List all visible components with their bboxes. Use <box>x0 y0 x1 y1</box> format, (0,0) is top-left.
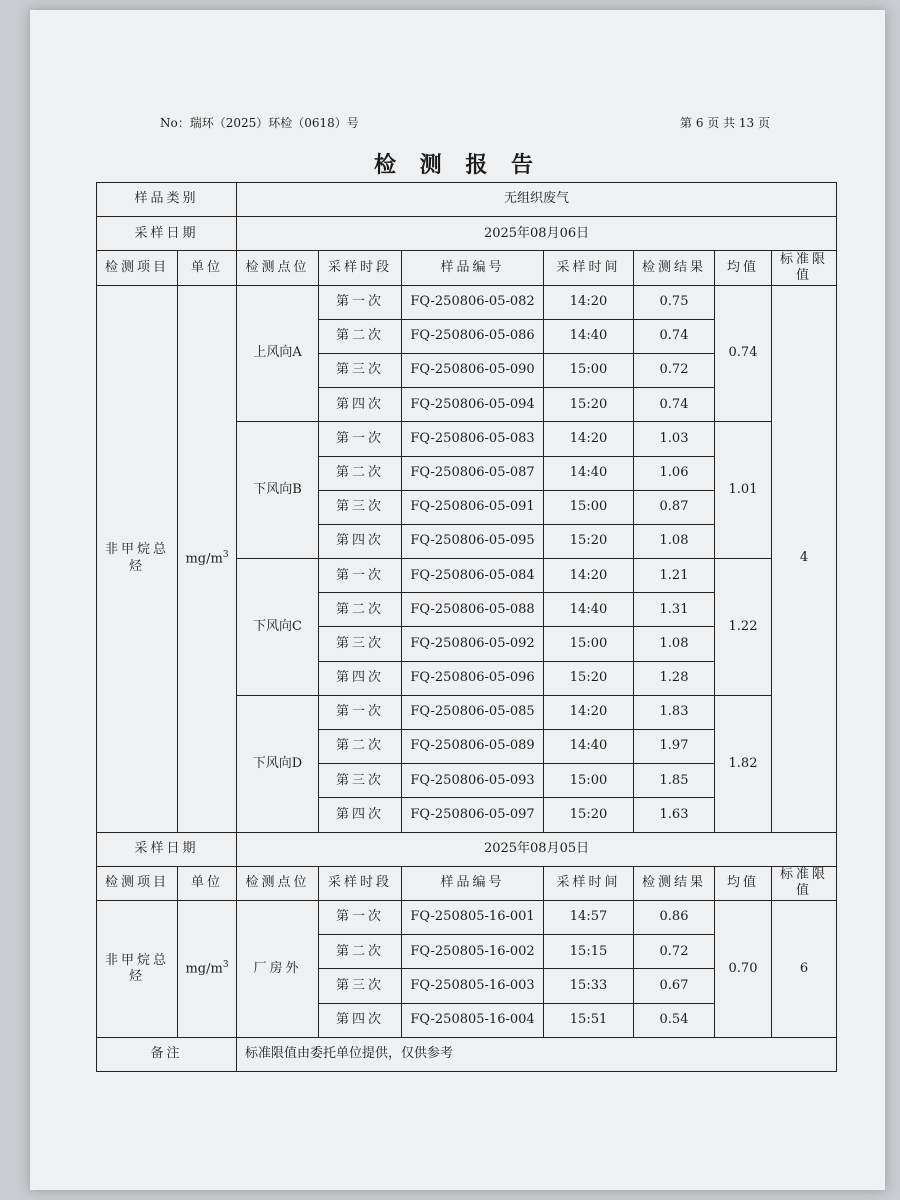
sampling-period: 第一次 <box>319 422 402 456</box>
sampling-period: 第三次 <box>319 353 402 387</box>
test-result: 1.97 <box>634 730 715 764</box>
column-header: 采样时间 <box>544 251 634 285</box>
test-result: 1.28 <box>634 661 715 695</box>
sampling-period: 第四次 <box>319 524 402 558</box>
sample-type-value: 无组织废气 <box>237 183 837 217</box>
sampling-time: 15:20 <box>544 798 634 832</box>
sample-code: FQ-250805-16-003 <box>402 969 544 1003</box>
note-text: 标准限值由委托单位提供，仅供参考 <box>237 1037 837 1071</box>
sample-code: FQ-250805-16-004 <box>402 1003 544 1037</box>
mean-value: 1.82 <box>715 695 772 832</box>
sampling-time: 14:57 <box>544 900 634 934</box>
test-result: 0.75 <box>634 285 715 319</box>
column-header: 样品编号 <box>402 866 544 900</box>
sampling-period: 第三次 <box>319 764 402 798</box>
sampling-period: 第四次 <box>319 661 402 695</box>
test-result: 0.74 <box>634 388 715 422</box>
sampling-point: 上风向A <box>237 285 319 422</box>
test-result: 1.21 <box>634 559 715 593</box>
column-header: 标准限值 <box>772 251 837 285</box>
sample-code: FQ-250806-05-092 <box>402 627 544 661</box>
test-result: 1.08 <box>634 524 715 558</box>
sampling-date-label: 采样日期 <box>97 217 237 251</box>
standard-limit: 4 <box>772 285 837 832</box>
sampling-period: 第三次 <box>319 627 402 661</box>
sampling-time: 14:20 <box>544 422 634 456</box>
sampling-period: 第一次 <box>319 559 402 593</box>
column-header: 采样时段 <box>319 251 402 285</box>
sampling-date-value: 2025年08月05日 <box>237 832 837 866</box>
column-header: 检测项目 <box>97 251 178 285</box>
sampling-period: 第二次 <box>319 593 402 627</box>
sample-code: FQ-250806-05-084 <box>402 559 544 593</box>
column-header: 检测结果 <box>634 251 715 285</box>
report-page <box>30 10 885 1190</box>
sampling-date-row <box>97 217 837 251</box>
test-item: 非甲烷总烃 <box>97 285 178 832</box>
sampling-time: 14:40 <box>544 319 634 353</box>
sampling-period: 第四次 <box>319 1003 402 1037</box>
column-header: 单位 <box>178 866 237 900</box>
test-result: 1.08 <box>634 627 715 661</box>
column-header: 检测结果 <box>634 866 715 900</box>
sampling-time: 15:00 <box>544 627 634 661</box>
sample-code: FQ-250806-05-086 <box>402 319 544 353</box>
report-header <box>160 114 770 131</box>
test-item: 非甲烷总烃 <box>97 900 178 1037</box>
sampling-period: 第二次 <box>319 319 402 353</box>
report-number: No：瑞环（2025）环检（0618）号 <box>160 116 359 130</box>
sampling-time: 14:40 <box>544 593 634 627</box>
sampling-time: 14:20 <box>544 285 634 319</box>
sampling-time: 15:20 <box>544 524 634 558</box>
page-indicator: 第 6 页 共 13 页 <box>680 116 770 130</box>
sample-code: FQ-250806-05-088 <box>402 593 544 627</box>
sampling-point: 厂房外 <box>237 900 319 1037</box>
sampling-period: 第一次 <box>319 900 402 934</box>
sampling-point: 下风向B <box>237 422 319 559</box>
table-row <box>97 900 837 934</box>
sampling-time: 14:20 <box>544 559 634 593</box>
sampling-time: 15:20 <box>544 661 634 695</box>
column-header: 均值 <box>715 251 772 285</box>
results-table <box>96 182 837 1072</box>
sample-code: FQ-250806-05-097 <box>402 798 544 832</box>
table-row <box>97 285 837 319</box>
sampling-period: 第一次 <box>319 695 402 729</box>
sampling-period: 第四次 <box>319 798 402 832</box>
sampling-period: 第三次 <box>319 490 402 524</box>
unit-superscript: 3 <box>222 549 229 560</box>
test-result: 1.06 <box>634 456 715 490</box>
unit-text: mg/m <box>185 961 223 977</box>
sample-code: FQ-250806-05-093 <box>402 764 544 798</box>
unit-text: mg/m <box>185 551 223 567</box>
test-result: 1.63 <box>634 798 715 832</box>
test-result: 0.67 <box>634 969 715 1003</box>
mean-value: 0.74 <box>715 285 772 422</box>
sampling-time: 14:40 <box>544 456 634 490</box>
sampling-period: 第三次 <box>319 969 402 1003</box>
test-result: 1.03 <box>634 422 715 456</box>
note-label: 备注 <box>97 1037 237 1071</box>
sample-code: FQ-250806-05-082 <box>402 285 544 319</box>
test-result: 1.85 <box>634 764 715 798</box>
standard-limit: 6 <box>772 900 837 1037</box>
column-header: 单位 <box>178 251 237 285</box>
sampling-date-label: 采样日期 <box>97 832 237 866</box>
sampling-time: 15:20 <box>544 388 634 422</box>
sample-type-label: 样品类别 <box>97 183 237 217</box>
column-header: 采样时段 <box>319 866 402 900</box>
sampling-point: 下风向C <box>237 559 319 696</box>
sampling-time: 15:00 <box>544 490 634 524</box>
sampling-time: 15:00 <box>544 764 634 798</box>
sampling-period: 第一次 <box>319 285 402 319</box>
column-header: 标准限值 <box>772 866 837 900</box>
sample-code: FQ-250806-05-083 <box>402 422 544 456</box>
mean-value: 1.01 <box>715 422 772 559</box>
column-header: 检测项目 <box>97 866 178 900</box>
sampling-time: 15:51 <box>544 1003 634 1037</box>
sample-code: FQ-250806-05-089 <box>402 730 544 764</box>
sampling-period: 第二次 <box>319 456 402 490</box>
column-header: 样品编号 <box>402 251 544 285</box>
sampling-time: 14:40 <box>544 730 634 764</box>
sampling-time: 15:33 <box>544 969 634 1003</box>
sample-code: FQ-250806-05-095 <box>402 524 544 558</box>
test-result: 1.31 <box>634 593 715 627</box>
report-title: 检 测 报 告 <box>374 152 541 178</box>
test-result: 0.54 <box>634 1003 715 1037</box>
sampling-date-row <box>97 832 837 866</box>
test-result: 0.87 <box>634 490 715 524</box>
sample-code: FQ-250806-05-087 <box>402 456 544 490</box>
column-header: 均值 <box>715 866 772 900</box>
unit-superscript: 3 <box>222 960 229 971</box>
sample-code: FQ-250805-16-001 <box>402 900 544 934</box>
sample-code: FQ-250806-05-091 <box>402 490 544 524</box>
test-result: 0.86 <box>634 900 715 934</box>
sampling-point: 下风向D <box>237 695 319 832</box>
column-header-row <box>97 251 837 285</box>
sampling-time: 15:15 <box>544 935 634 969</box>
unit-cell <box>178 900 237 1037</box>
column-header: 检测点位 <box>237 251 319 285</box>
note-row <box>97 1037 837 1071</box>
column-header-row <box>97 866 837 900</box>
column-header: 采样时间 <box>544 866 634 900</box>
sampling-period: 第二次 <box>319 935 402 969</box>
sample-code: FQ-250806-05-094 <box>402 388 544 422</box>
column-header: 检测点位 <box>237 866 319 900</box>
sampling-period: 第四次 <box>319 388 402 422</box>
mean-value: 0.70 <box>715 900 772 1037</box>
test-result: 1.83 <box>634 695 715 729</box>
sampling-date-value: 2025年08月06日 <box>237 217 837 251</box>
test-result: 0.72 <box>634 935 715 969</box>
sample-code: FQ-250805-16-002 <box>402 935 544 969</box>
test-result: 0.74 <box>634 319 715 353</box>
test-result: 0.72 <box>634 353 715 387</box>
sample-code: FQ-250806-05-096 <box>402 661 544 695</box>
sampling-time: 15:00 <box>544 353 634 387</box>
sample-code: FQ-250806-05-090 <box>402 353 544 387</box>
sample-code: FQ-250806-05-085 <box>402 695 544 729</box>
unit-cell <box>178 285 237 832</box>
mean-value: 1.22 <box>715 559 772 696</box>
sampling-time: 14:20 <box>544 695 634 729</box>
sampling-period: 第二次 <box>319 730 402 764</box>
sample-type-row <box>97 183 837 217</box>
